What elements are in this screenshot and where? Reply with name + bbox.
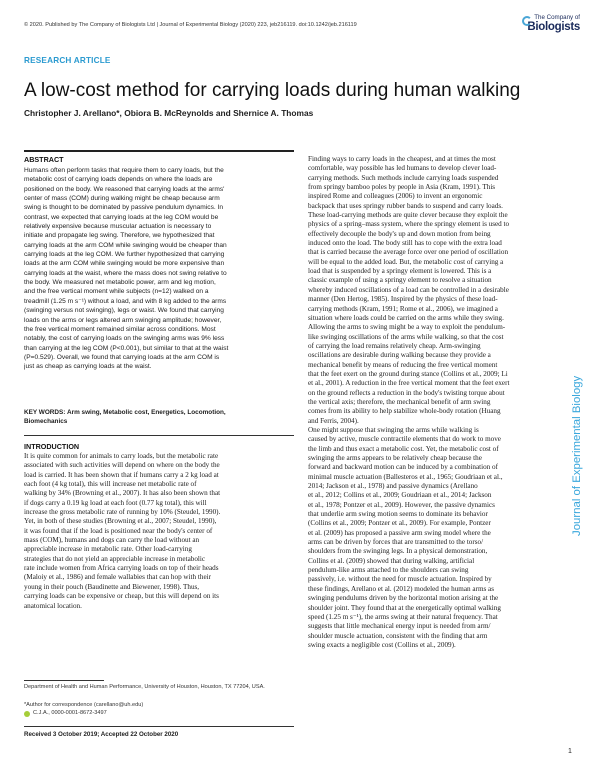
abstract-divider (24, 150, 294, 152)
right-column-line: load that is suspended by a springy element is lowered. This is a (308, 267, 492, 276)
right-column-line: mechanical benefit by means of reducing the free vertical moment (308, 360, 498, 369)
right-column-line: carrying methods (Kram, 1991; Rome et al., 2006), we imagined a (308, 304, 498, 313)
right-column-line: inspired Rome and colleagues (2006) to invent an ergonomic (308, 192, 483, 201)
right-column-line: et al., 2012; Collins et al., 2009; Goudriaan et al., 2014; Jackson (308, 491, 492, 500)
right-column-line: One might suppose that swinging the arms while walking is (308, 425, 479, 434)
right-column-line: of carrying the load remains relatively cheap. Arm-swinging (308, 341, 481, 350)
introduction-line: Yet, in both of these studies (Browning et al., 2007; Steudel, 1990), (24, 517, 217, 526)
abstract-line: just as cheap as carrying loads at the waist. (24, 363, 152, 371)
right-column-line: comfortable, way possible has led humans to develop clever load- (308, 164, 497, 173)
introduction-line: it was found that if the load is positioned near the body's center of (24, 526, 213, 535)
introduction-line: increase the gross metabolic rate of running by 10% (Steudel, 1990). (24, 508, 221, 517)
right-column-line: that the feet exert on the ground during stance (Collins et al., 2009; Li (308, 369, 508, 378)
right-column-line: will be equal to the added load. But, the metabolic cost of carrying a (308, 257, 504, 266)
abstract-line: contrast, we expected that carrying loads at the leg COM would be (24, 213, 219, 221)
citation-header: © 2020. Published by The Company of Biologists Ltd | Journal of Experimental Biology (2020) 223, jeb216119. doi:10.1242/jeb.216119 (24, 22, 357, 28)
introduction-line: It is quite common for animals to carry loads, but the metabolic rate (24, 452, 219, 460)
abstract-line: center of mass (COM) during walking might be cheap because arm (24, 195, 220, 203)
abstract-line: loads at the arm COM while swinging would be more expensive than (24, 260, 225, 268)
page-number: 1 (568, 748, 572, 755)
right-column-line: swinging the arms appears to be relatively cheap because the (308, 454, 482, 462)
abstract-heading: ABSTRACT (24, 155, 64, 164)
right-column-line: carrying methods. Such methods include carrying loads suspended (308, 173, 499, 182)
abstract-line: carrying loads at the waist, where the mass does not swing relative to (24, 269, 227, 277)
abstract-line: (P=0.529). Overall, we found that carrying loads at the arm COM is (24, 353, 220, 361)
introduction-line: mass (COM), humans and dogs can carry the load without an (24, 536, 200, 545)
abstract-line: carrying loads at the leg COM. We further hypothesized that carrying (24, 251, 225, 259)
received-accepted-dates: Received 3 October 2019; Accepted 22 October 2020 (24, 731, 179, 738)
keywords-line: Biomechanics (24, 418, 68, 425)
section-label: RESEARCH ARTICLE (24, 56, 111, 65)
abstract-line: (swinging versus not swinging), legs or waist. We found that carrying (24, 307, 224, 315)
abstract-line: metabolic cost of carrying loads depends on where the loads are (24, 176, 213, 184)
right-column-line: suggests that little mechanical energy input is needed from arm/ (308, 622, 491, 631)
right-column-line: shoulders from the swinging legs. In a physical demonstration, (308, 547, 488, 556)
introduction-line: (Maloiy et al., 1986) and female wallabies that can hop with their (24, 573, 211, 582)
introduction-line: rate include women from Africa carrying loads on top of their heads (24, 564, 219, 573)
correspondence-note: *Author for correspondence (carellano@uh.edu) (24, 702, 144, 708)
right-column-line: that underlie arm swing motion seems to dominate its behavior (308, 510, 488, 519)
right-column-line: situation where loads could be carried on the arms while they swing. (308, 313, 504, 322)
logo-swoosh-icon (522, 16, 532, 26)
introduction-line: strategies that do not yield an appreciable increase in metabolic (24, 554, 206, 563)
right-column-line: 2014; Jackson et al., 1978) and passive dynamics (Arellano (308, 482, 478, 491)
abstract-line: initiate and propagate leg swing. Therefore, we hypothesized that (24, 232, 215, 240)
introduction-line: associated with such activities will depend on where on the body the (24, 461, 220, 470)
logo-top-text: The Company of (534, 14, 580, 21)
right-column-line: whereby induced oscillations of a load can be controlled in a desirable (308, 285, 509, 294)
right-column-line: et al. (2009) has proposed a passive arm swing model where the (308, 528, 491, 537)
right-column-line: shoulder muscle actuation, consistent with the finding that arm (308, 631, 488, 640)
journal-side-label: Journal of Experimental Biology (571, 375, 583, 536)
abstract-line: and the free vertical moment while subjects (n=12) walked on a (24, 288, 209, 296)
abstract-line: the free vertical moment remained similar across conditions. Most (24, 325, 216, 333)
right-column-line: the limb and thus exact a metabolic cost. Yet, the metabolic cost of (308, 444, 499, 453)
right-column-line: that is carried because the average force over one period of oscillation (308, 248, 509, 257)
right-column-line: Finding ways to carry loads in the cheapest, and at times the most (308, 155, 496, 163)
right-column-line: backpack that uses springy rubber bands to suspend and carry loads. (308, 201, 503, 210)
right-column-line: swing exacts a negligible cost (Collins et al., 2009). (308, 640, 456, 649)
right-column-line: induced onto the load. The body still has to cope with the extra load (308, 239, 502, 248)
logo-brand-text: Biologists (527, 21, 580, 33)
introduction-line: young in their pouch (Baudinette and Biewener, 1998). Thus, (24, 582, 200, 591)
keywords-line: KEY WORDS: Arm swing, Metabolic cost, Energetics, Locomotion, (24, 409, 226, 416)
orcid-note (24, 710, 294, 717)
affiliation-note: Department of Health and Human Performance, University of Houston, Houston, TX 77204, USA. (24, 684, 265, 690)
right-column-line: pendulum-like arms attached to the shoulders can swing (308, 566, 469, 575)
right-column-line: These load-carrying methods are quite clever because they exploit the (308, 211, 508, 220)
abstract-line: notably, the cost of carrying loads on the swinging arms was 9% less (24, 335, 225, 343)
abstract-line: Humans often perform tasks that require them to carry loads, but the (24, 167, 224, 174)
article-title: A low-cost method for carrying loads during human walking (24, 80, 521, 101)
abstract-body (24, 166, 294, 372)
abstract-line: than carrying at the leg COM (P<0.001), but similar to that at the waist (24, 344, 229, 352)
introduction-line: anatomical location. (24, 601, 82, 610)
publisher-logo (516, 14, 580, 40)
right-column-line: Collins et al. (2009) showed that during walking, artificial (308, 556, 475, 565)
introduction-line: appreciable increase in metabolic rate. Other load-carrying (24, 545, 192, 554)
orcid-icon (24, 711, 30, 717)
right-column-line: these findings, Arellano et al. (2012) modeled the human arms as (308, 584, 495, 593)
introduction-body (24, 452, 294, 611)
author-list: Christopher J. Arellano*, Obiora B. McReynolds and Shernice A. Thomas (24, 108, 314, 118)
keywords (24, 408, 294, 426)
introduction-line: load is carried. It has been shown that if humans carry a 2 kg load at (24, 470, 219, 479)
right-column-line: arms can be driven by forces that are transmitted to the torso/ (308, 538, 484, 547)
right-column-line: like swinging oscillations of the arms while walking, so that the cost (308, 332, 504, 341)
abstract-line: carrying loads at the arm COM while swinging would be cheaper than (24, 241, 227, 249)
right-column-line: et al., 2001). A reduction in the free vertical moment that the feet exert (308, 379, 510, 388)
introduction-line: carrying loads can be expensive or cheap, but this will depend on its (24, 592, 219, 601)
right-column-line: caused by active, muscle contractile elements that do work to move (308, 435, 501, 444)
right-column-line: manner (Den Hertog, 1985). Inspired by the physics of these load- (308, 295, 498, 304)
abstract-line: relatively expensive because muscular actuation is necessary to (24, 223, 212, 231)
abstract-line: loads on the arms or legs altered arm swinging amplitude; however, (24, 316, 222, 324)
abstract-line: treadmill (1.25 m s⁻¹) without a load, and with 8 kg added to the arms (24, 297, 227, 305)
right-column-line: effectively decouple the body's up and down motion from being (308, 229, 491, 238)
right-column-line: comes from its ability to help stabilize whole-body rotation (Huang (308, 407, 501, 416)
introduction-line: if dogs carry a 0.19 kg load at each foot (0.77 kg total), this will (24, 498, 207, 507)
right-column-line: speed (1.25 m s⁻¹), the arms swing at their natural frequency. That (308, 612, 498, 621)
right-column-line: and Ferris, 2004). (308, 416, 359, 425)
right-column-line: physics of a spring–mass system, where the springy element is used to (308, 220, 510, 229)
right-column-line: oscillations are desirable during walking because they provide a (308, 351, 491, 360)
introduction-heading: INTRODUCTION (24, 442, 80, 451)
right-column-line: passively, i.e. without the need for muscle actuation. Inspired by (308, 575, 492, 584)
abstract-line: the body. We measured net metabolic power, arm and leg motion, (24, 279, 216, 287)
right-column-line: swinging pendulums driven by the horizontal motion arising at the (308, 594, 499, 603)
right-column-line: minimal muscle actuation (Ballesteros et al., 1965; Goudriaan et al., (308, 472, 503, 481)
right-column-line: (Collins et al., 2009; Pontzer et al., 2009). For example, Pontzer (308, 519, 491, 528)
right-column-line: Allowing the arms to swing might be a way to exploit the pendulum- (308, 323, 506, 332)
orcid-text: C.J.A., 0000-0001-8672-3497 (33, 710, 107, 716)
right-column-line: classic example of using a springy element to resolve a situation (308, 276, 492, 285)
right-column-line: from springy bamboo poles by people in Asia (Kram, 1991). This (308, 183, 496, 192)
dates-divider (24, 726, 294, 727)
introduction-line: walking by 34% (Browning et al., 2007). It has also been shown that (24, 489, 221, 498)
right-column-line: et al., 1978; Pontzer et al., 2009). However, the passive dynamics (308, 500, 495, 509)
right-column-body (308, 155, 580, 650)
abstract-line: swing is thought to be dominated by passive pendulum dynamics. In (24, 204, 224, 212)
abstract-line: positioned on the body. We reasoned that carrying loads at the arms' (24, 185, 225, 193)
right-column-line: shoulder joint. They found that at the energetically optimal walking (308, 603, 501, 612)
footnote-divider (24, 680, 104, 681)
right-column-line: forward and backward motion can be induced by a combination of (308, 463, 498, 472)
introduction-line: each foot (4 kg total), this will increase net metabolic rate of (24, 480, 197, 489)
keywords-divider (24, 435, 294, 436)
right-column-line: on the ground reflects a reduction in the body's twisting torque about (308, 388, 505, 397)
right-column-line: the vertical axis; therefore, the mechanical benefit of arm swing (308, 397, 491, 406)
